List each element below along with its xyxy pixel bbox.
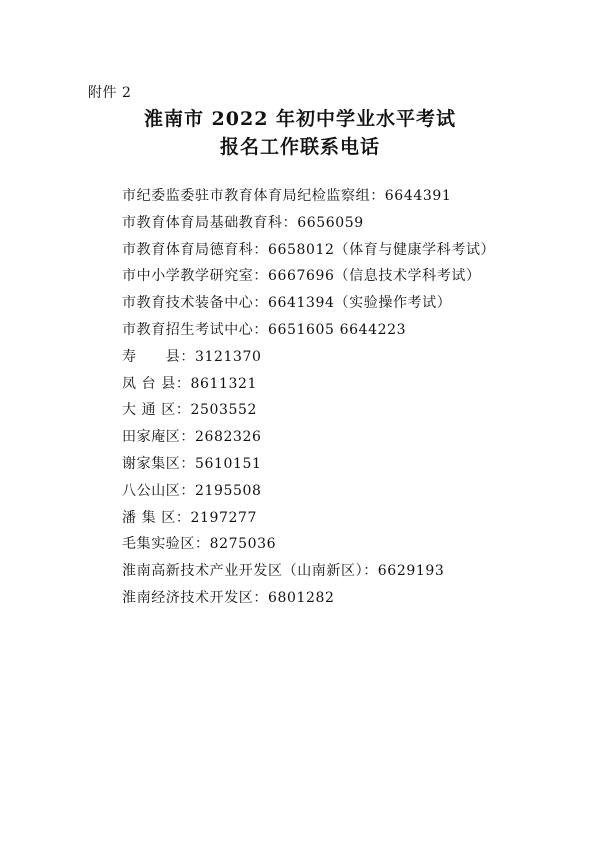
contact-row (122, 531, 582, 558)
contact-row (122, 424, 582, 451)
contact-row (122, 263, 582, 290)
contact-row (122, 558, 582, 585)
contact-text: 田家庵区：2682326 (122, 429, 262, 446)
contact-row (122, 237, 582, 264)
contact-row (122, 317, 582, 344)
contact-list (122, 183, 582, 612)
contact-row (122, 451, 582, 478)
contact-text: 淮南经济技术开发区：6801282 (122, 589, 335, 606)
contact-text: 市教育体育局德育科：6658012（体育与健康学科考试） (122, 241, 496, 258)
contact-text: 市教育体育局基础教育科：6656059 (122, 214, 364, 231)
contact-row (122, 478, 582, 505)
contact-text: 市教育技术装备中心：6641394（实验操作考试） (122, 295, 452, 312)
contact-text: 八公山区：2195508 (122, 482, 262, 499)
contact-row (122, 210, 582, 237)
contact-row (122, 505, 582, 532)
contact-text: 谢家集区：5610151 (122, 455, 262, 472)
contact-text: 市教育招生考试中心：6651605 6644223 (122, 321, 407, 338)
contact-text: 市纪委监委驻市教育体育局纪检监察组：6644391 (122, 188, 452, 204)
contact-text: 寿 县：3121370 (122, 348, 262, 365)
contact-text: 凤 台 县：8611321 (122, 375, 258, 392)
document-title: 淮南市 2022 年初中学业水平考试 (143, 108, 457, 130)
contact-row (122, 397, 582, 424)
contact-row (122, 344, 582, 371)
contact-text: 大 通 区：2503552 (122, 402, 258, 419)
contact-text: 潘 集 区：2197277 (122, 509, 258, 526)
contact-row (122, 290, 582, 317)
document-subtitle: 报名工作联系电话 (219, 136, 380, 158)
contact-row (122, 585, 582, 612)
contact-row (122, 183, 582, 210)
contact-text: 市中小学教学研究室：6667696（信息技术学科考试） (122, 268, 481, 285)
contact-text: 淮南高新技术产业开发区（山南新区）：6629193 (122, 563, 445, 580)
contact-text: 毛集实验区：8275036 (122, 536, 277, 553)
attachment-label: 附件 2 (88, 85, 132, 101)
contact-row (122, 371, 582, 398)
